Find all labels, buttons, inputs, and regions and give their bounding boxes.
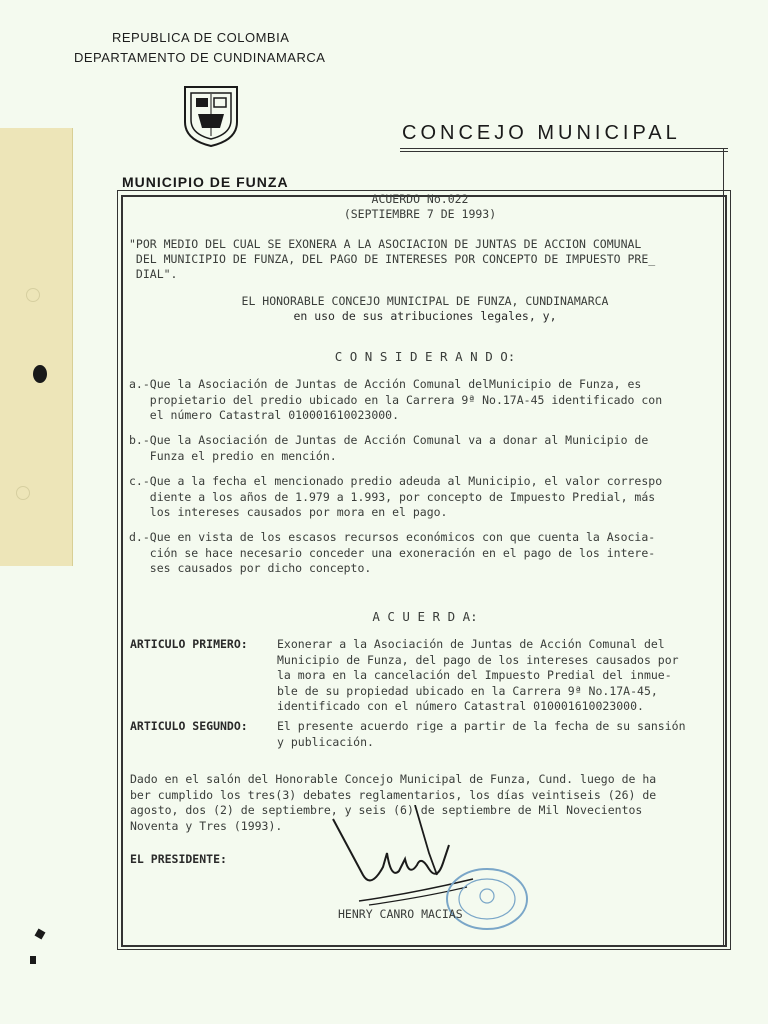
departamento-line: DEPARTAMENTO DE CUNDINAMARCA xyxy=(74,50,326,65)
honorable-line-1: EL HONORABLE CONCEJO MUNICIPAL DE FUNZA, CUNDINAMARCA xyxy=(241,294,609,308)
presidente-name: HENRY CANRO MACIAS xyxy=(338,907,463,921)
tape-strip xyxy=(0,128,73,566)
purpose-line-2: DEL MUNICIPIO DE FUNZA, DEL PAGO DE INTERESES POR CONCEPTO DE IMPUESTO PRE_ xyxy=(129,252,656,266)
acuerda-title: A C U E R D A: xyxy=(372,609,478,624)
dado-paragraph: Dado en el salón del Honorable Concejo Municipal de Funza, Cund. luego de ha ber cumplido los tres(3) debates reglamentarios, los días veintiseis (26) de agosto, dos (2) de septiembre, y seis (6) de septiembre de Mil Novecientos Noventa y Tres (1993). xyxy=(130,772,657,833)
coat-of-arms-icon xyxy=(182,84,240,148)
considerando-b: b.-Que la Asociación de Juntas de Acción Comunal va a donar al Municipio de Funza el predio en mención. xyxy=(129,433,649,463)
hole-punch xyxy=(16,486,30,500)
honorable-line-2: en uso de sus atribuciones legales, y, xyxy=(293,309,557,323)
ink-speck xyxy=(35,929,46,940)
considerando-c: c.-Que a la fecha el mencionado predio adeuda al Municipio, el valor correspo diente a los años de 1.979 a 1.993, por concepto de Impuesto Predial, más los intereses causados por mora en el pago. xyxy=(129,474,663,519)
considerando-title: C O N S I D E R A N D O: xyxy=(334,349,516,364)
hole-punch xyxy=(26,288,40,302)
purpose-line-3: DIAL". xyxy=(129,267,178,281)
purpose-line-1: "POR MEDIO DEL CUAL SE EXONERA A LA ASOCIACION DE JUNTAS DE ACCION COMUNAL xyxy=(129,237,642,251)
articulo-segundo-label: ARTICULO SEGUNDO: xyxy=(130,719,248,733)
republica-line: REPUBLICA DE COLOMBIA xyxy=(112,30,290,45)
ink-spot xyxy=(33,365,47,383)
articulo-segundo-text: El presente acuerdo rige a partir de la fecha de su sansión y publicación. xyxy=(277,719,686,749)
ink-speck xyxy=(30,956,36,964)
considerando-a: a.-Que la Asociación de Juntas de Acción Comunal delMunicipio de Funza, es propietario del predio ubicado en la Carrera 9ª No.17A-45 identificado con el número Catastral 010001610023000. xyxy=(129,377,663,422)
acuerdo-date: (SEPTIEMBRE 7 DE 1993) xyxy=(343,207,497,221)
concejo-underline xyxy=(400,148,728,152)
presidente-label: EL PRESIDENTE: xyxy=(130,852,227,866)
frame-right-double xyxy=(723,148,728,946)
acuerdo-number: ACUERDO No.022 xyxy=(371,192,469,206)
concejo-title: CONCEJO MUNICIPAL xyxy=(402,122,681,144)
articulo-primero-label: ARTICULO PRIMERO: xyxy=(130,637,248,651)
considerando-d: d.-Que en vista de los escasos recursos económicos con que cuenta la Asocia- ción se hace necesario conceder una exoneración en el pago de los intere- ses causados por dicho concepto. xyxy=(129,530,656,575)
municipio-title: MUNICIPIO DE FUNZA xyxy=(122,174,289,190)
articulo-primero-text: Exonerar a la Asociación de Juntas de Acción Comunal del Municipio de Funza, del pago de los intereses causados por la mora en la cancelación del Impuesto Predial del inmue- ble de su propiedad ubicado en la Carrera 9ª No.17A-45, identificado con el número Catastral 010001610023000. xyxy=(277,637,679,713)
